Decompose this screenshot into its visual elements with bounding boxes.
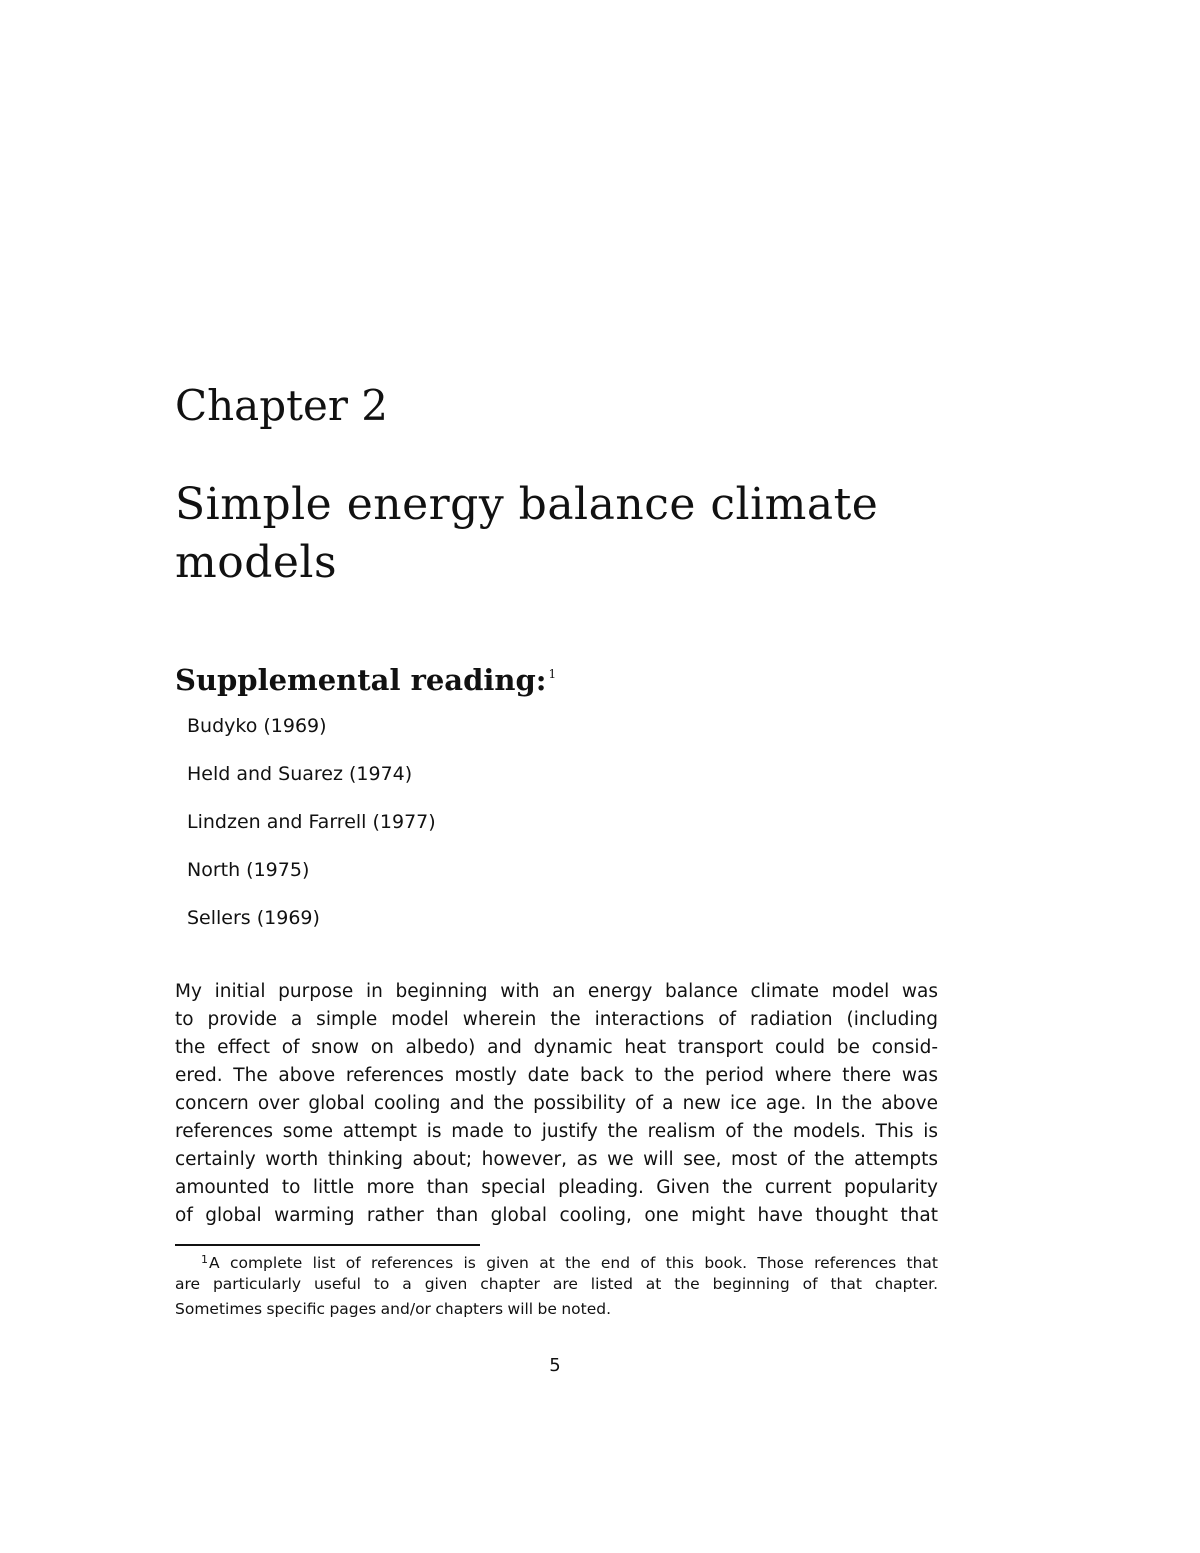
reading-list [187, 712, 436, 952]
body-line: of global warming rather than global cooling, one might have thought that [175, 1205, 938, 1226]
body-line: to provide a simple model wherein the interactions of radiation (including [175, 1009, 938, 1030]
footnote-line [175, 1247, 938, 1272]
body-line: references some attempt is made to justify the realism of the models. This is [175, 1121, 938, 1142]
chapter-label: Chapter 2 [175, 381, 388, 430]
footnote-reference: 1 [548, 667, 557, 681]
reading-list-item: Sellers (1969) [187, 907, 320, 929]
footnote-rule [175, 1244, 480, 1246]
footnote-mark: 1 [201, 1253, 208, 1266]
footnote-line: Sometimes specific pages and/or chapters will be noted. [175, 1300, 612, 1318]
body-line: ered. The above references mostly date back to the period where there was [175, 1065, 938, 1086]
supplemental-heading-text: Supplemental reading: [175, 663, 547, 697]
reading-list-item: Lindzen and Farrell (1977) [187, 811, 436, 833]
footnote-line-text: A complete list of references is given at the end of this book. Those references that [209, 1254, 938, 1272]
page-number: 5 [549, 1355, 561, 1376]
body-line: certainly worth thinking about; however, as we will see, most of the attempts [175, 1149, 938, 1170]
chapter-title-line: models [175, 537, 338, 588]
footnote [175, 1247, 938, 1322]
body-line: amounted to little more than special pleading. Given the current popularity [175, 1177, 938, 1198]
reading-list-item: Held and Suarez (1974) [187, 763, 413, 785]
reading-list-item: Budyko (1969) [187, 715, 327, 737]
supplemental-reading-heading [175, 654, 556, 700]
reading-list-item: North (1975) [187, 859, 310, 881]
footnote-line: are particularly useful to a given chapter are listed at the beginning of that chapter. [175, 1275, 938, 1293]
body-paragraph [175, 978, 938, 1230]
body-line: concern over global cooling and the possibility of a new ice age. In the above [175, 1093, 938, 1114]
body-line: My initial purpose in beginning with an energy balance climate model was [175, 981, 938, 1002]
body-line: the effect of snow on albedo) and dynamic heat transport could be consid- [175, 1037, 938, 1058]
chapter-title [175, 476, 955, 592]
chapter-title-line: Simple energy balance climate [175, 479, 879, 530]
